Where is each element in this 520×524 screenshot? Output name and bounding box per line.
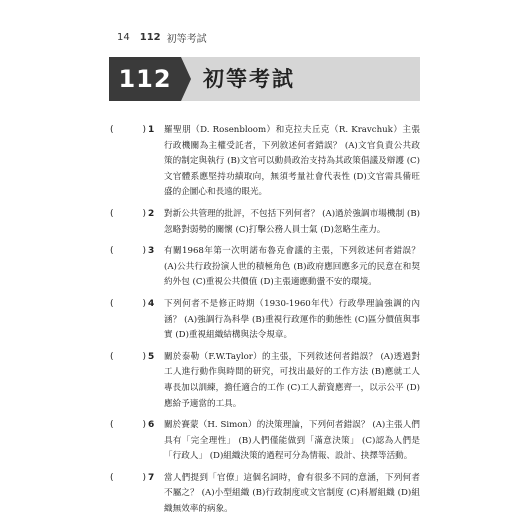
question-item xyxy=(110,418,420,465)
question-item xyxy=(110,297,420,344)
banner-notch xyxy=(181,57,191,101)
answer-box[interactable] xyxy=(110,350,146,366)
answer-box[interactable] xyxy=(110,123,146,139)
question-item xyxy=(110,207,420,238)
answer-paren-open: ( xyxy=(110,420,114,431)
question-text: 關於賽蒙（H. Simon）的決策理論，下列何者錯誤？ (A)主張人們具有「完全理性」 (B)人們僅能做到「滿意決策」 (C)認為人們是「行政人」 (D)組織決策的過程可分為情報、設計、抉擇等活動。 xyxy=(164,420,420,462)
question-number: 3 xyxy=(148,246,155,257)
header-chapter-title: 初等考試 xyxy=(166,33,207,45)
answer-paren-close: ) xyxy=(142,125,146,135)
answer-paren-close: ) xyxy=(142,298,146,309)
answer-paren-open: ( xyxy=(110,298,114,309)
answer-paren-close: ) xyxy=(142,246,146,257)
question-item xyxy=(110,350,420,412)
answer-paren-open: ( xyxy=(110,208,114,219)
page-number: 14 xyxy=(117,31,130,43)
running-header xyxy=(117,30,207,44)
question-text: 當人們提到「官僚」這個名詞時，會有很多不同的意涵，下列何者不屬之？ (A)小型組織 (B)行政制度或文官制度 (C)科層組織 (D)組織無效率的病象。 xyxy=(164,472,420,515)
answer-paren-open: ( xyxy=(110,125,114,135)
answer-paren-close: ) xyxy=(142,472,146,483)
question-number: 1 xyxy=(148,125,155,135)
question-text: 下列何者不是修正時期（1930-1960年代）行政學理論強調的內涵？ (A)強調行為科學 (B)重視行政運作的動態性 (C)區分價值與事實 (D)重視組織結構與法令規章。 xyxy=(164,298,420,341)
answer-box[interactable] xyxy=(110,297,146,313)
question-list xyxy=(110,123,420,524)
banner-number: 112 xyxy=(109,57,181,101)
answer-paren-open: ( xyxy=(110,246,114,257)
question-number: 6 xyxy=(148,420,155,431)
question-text: 羅聖朋（D. Rosenbloom）和克拉夫丘克（R. Kravchuk）主張行政機關為主權受託者，下列敘述何者錯誤？ (A)文官負責公共政策的制定與執行 (B)文官可以動員政治支持為其政策倡議及辯護 (C)文官體系應堅持功績取向，無須考量社會代表性 (D)文官需具備旺盛的企圖心和長遠的眼光。 xyxy=(164,125,420,198)
banner-title: 初等考試 xyxy=(203,67,295,91)
question-text: 關於泰勒（F.W.Taylor）的主張，下列敘述何者錯誤？ (A)透過對工人進行動作與時間的研究，可找出最好的工作方法 (B)應就工人專長加以訓練，擔任適合的工作 (C)工人薪資應齊一，以示公平 (D)應給予適當的工具。 xyxy=(164,351,420,409)
answer-paren-close: ) xyxy=(142,351,146,362)
answer-box[interactable] xyxy=(110,207,146,223)
question-number: 7 xyxy=(148,472,155,483)
header-chapter-number: 112 xyxy=(139,31,161,43)
question-number: 2 xyxy=(148,208,155,219)
answer-box[interactable] xyxy=(110,471,146,487)
answer-box[interactable] xyxy=(110,244,146,260)
answer-box[interactable] xyxy=(110,418,146,434)
question-text: 對新公共管理的批評，不包括下列何者？ (A)過於強調市場機制 (B)忽略對弱勢的關懷 (C)打擊公務人員士氣 (D)忽略生產力。 xyxy=(164,208,420,235)
chapter-banner xyxy=(109,57,420,101)
answer-paren-open: ( xyxy=(110,351,114,362)
question-number: 5 xyxy=(148,351,155,362)
answer-paren-close: ) xyxy=(142,208,146,219)
answer-paren-close: ) xyxy=(142,420,146,431)
answer-paren-open: ( xyxy=(110,472,114,483)
question-item xyxy=(110,244,420,291)
question-item xyxy=(110,123,420,201)
question-item xyxy=(110,471,420,518)
question-text: 有關1968年第一次明諾布魯克會議的主張，下列敘述何者錯誤？ (A)公共行政扮演人世的積極角色 (B)政府應回應多元的民意在和契約外包 (C)重視公共價值 (D)主張適應動盪不安的環境。 xyxy=(164,246,420,288)
question-number: 4 xyxy=(148,298,155,309)
